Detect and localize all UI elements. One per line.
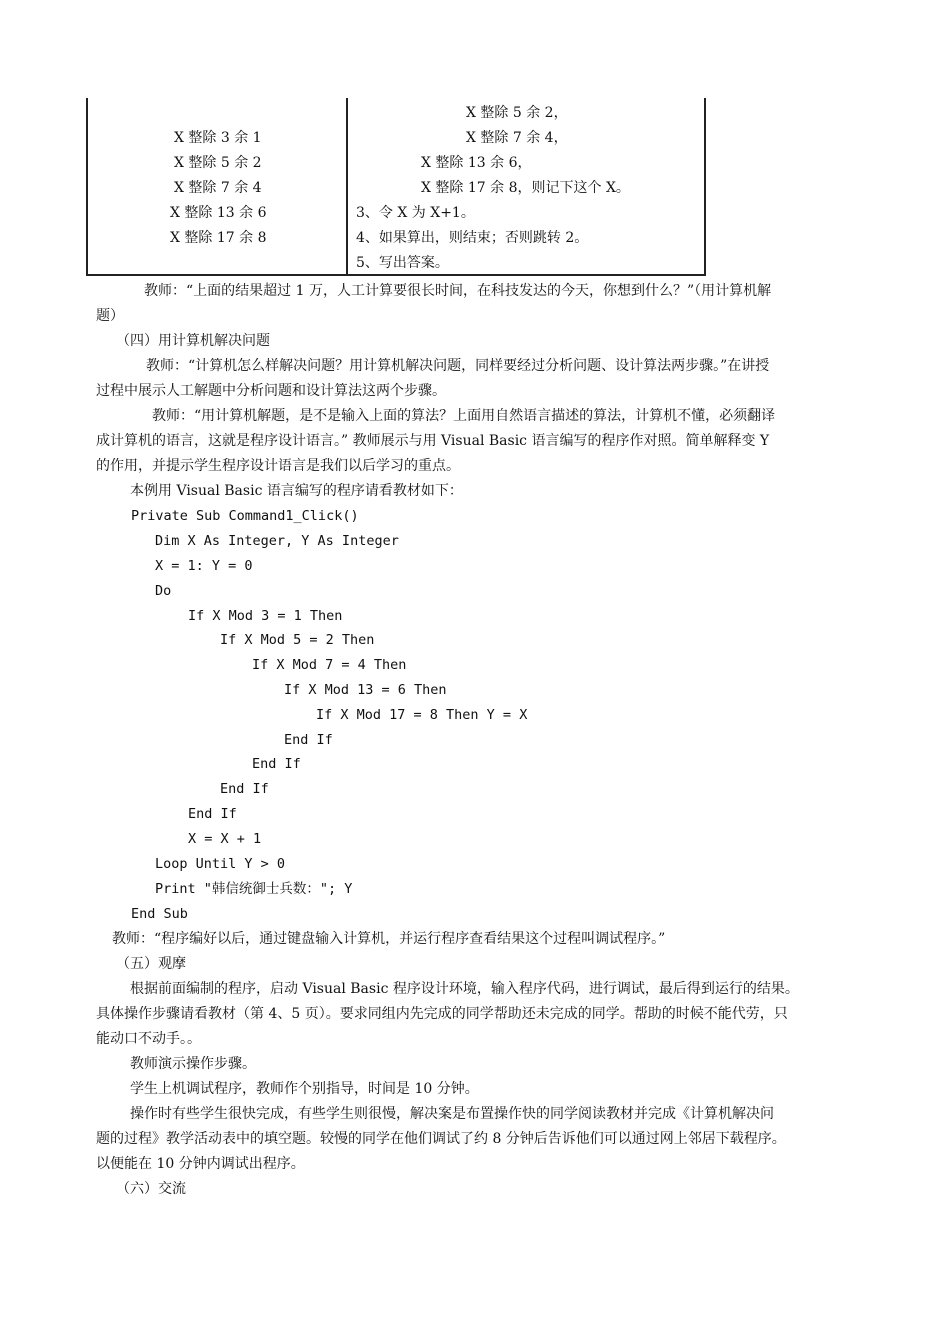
table-left-line: X 整除 3 余 1 <box>174 130 262 146</box>
teacher-paragraph-3 <box>96 404 856 479</box>
paragraph-line: 过程中展示人工解题中分析问题和设计算法这两个步骤。 <box>96 383 446 399</box>
table-divider <box>346 98 348 276</box>
paragraph-line: 能动口不动手。。 <box>96 1031 201 1047</box>
code-line: X = X + 1 <box>188 831 262 847</box>
code-line: If X Mod 17 = 8 Then Y = X <box>316 707 528 723</box>
code-line: End If <box>220 781 269 797</box>
table-left-line: X 整除 13 余 6 <box>170 205 267 221</box>
table-right-line: X 整除 17 余 8，则记下这个 X。 <box>421 180 630 196</box>
teacher-paragraph-2 <box>96 354 856 404</box>
table-left-line: X 整除 17 余 8 <box>170 230 267 246</box>
paragraph-line: 教师：“计算机怎么样解决问题？用计算机解决问题，同样要经过分析问题、设计算法两步骤。”在讲授 <box>146 358 770 374</box>
teacher-debug-note: 教师：“程序编好以后，通过键盘输入计算机，并运行程序查看结果这个过程叫调试程序。” <box>112 931 666 947</box>
observe-paragraph <box>96 977 856 1052</box>
code-line: X = 1: Y = 0 <box>155 558 253 574</box>
code-line: If X Mod 3 = 1 Then <box>188 608 343 624</box>
paragraph-line: 以便能在 10 分钟内调试出程序。 <box>96 1156 305 1172</box>
code-line: Private Sub Command1_Click() <box>131 508 359 524</box>
section-heading-5: （五）观摩 <box>116 956 186 972</box>
code-line: End If <box>284 732 333 748</box>
paragraph-line: 的作用，并提示学生程序设计语言是我们以后学习的重点。 <box>96 458 460 474</box>
section-heading-6: （六）交流 <box>116 1181 186 1197</box>
paragraph-line: 操作时有些学生很快完成，有些学生则很慢，解决案是布置操作快的同学阅读教材并完成《计算机解决问 <box>130 1106 774 1122</box>
paragraph-line: 教师：“上面的结果超过 1 万，人工计算要很长时间，在科技发达的今天，你想到什么？”（用计算机解 <box>144 283 772 299</box>
operation-paragraph <box>96 1102 856 1177</box>
code-line: If X Mod 7 = 4 Then <box>252 657 407 673</box>
code-line: End If <box>188 806 237 822</box>
code-line: Do <box>155 583 172 599</box>
code-line: If X Mod 5 = 2 Then <box>220 632 375 648</box>
table-right-line: 4、如果算出，则结束；否则跳转 2。 <box>356 230 589 246</box>
teacher-paragraph-1 <box>96 279 856 329</box>
code-line: End Sub <box>131 906 188 922</box>
paragraph-line: 具体操作步骤请看教材（第 4、5 页）。要求同组内先完成的同学帮助还未完成的同学。帮助的时候不能代劳，只 <box>96 1006 788 1022</box>
paragraph-line: 根据前面编制的程序，启动 Visual Basic 程序设计环境，输入程序代码，进行调试，最后得到运行的结果。 <box>130 981 799 997</box>
table-right-line: 3、令 X 为 X+1。 <box>356 205 475 221</box>
table-right-line: 5、写出答案。 <box>356 255 449 271</box>
code-line: Loop Until Y > 0 <box>155 856 286 872</box>
paragraph-line: 题的过程》教学活动表中的填空题。较慢的同学在他们调试了约 8 分钟后告诉他们可以通过网上邻居下载程序。 <box>96 1131 786 1147</box>
code-line: If X Mod 13 = 6 Then <box>284 682 447 698</box>
program-intro: 本例用 Visual Basic 语言编写的程序请看教材如下： <box>130 483 463 499</box>
table-left-line: X 整除 7 余 4 <box>174 180 262 196</box>
paragraph-line: 题） <box>96 308 124 324</box>
table-left-line: X 整除 5 余 2 <box>174 155 262 171</box>
table-right-line: X 整除 7 余 4， <box>466 130 568 146</box>
code-line: Print "韩信统御士兵数："; Y <box>155 881 353 897</box>
paragraph-line: 教师：“用计算机解题，是不是输入上面的算法？上面用自然语言描述的算法，计算机不懂，必须翻译 <box>152 408 776 424</box>
paragraph-line: 成计算机的语言，这就是程序设计语言。” 教师展示与用 Visual Basic 语言编写的程序作对照。简单解释变 Y <box>96 433 770 449</box>
code-line: End If <box>252 756 301 772</box>
student-practice-line: 学生上机调试程序，教师作个别指导，时间是 10 分钟。 <box>130 1081 479 1097</box>
section-heading-4: （四）用计算机解决问题 <box>116 333 270 349</box>
table-right-line: X 整除 13 余 6， <box>421 155 532 171</box>
table-right-line: X 整除 5 余 2， <box>466 105 568 121</box>
teacher-demo-line: 教师演示操作步骤。 <box>130 1056 256 1072</box>
code-line: Dim X As Integer, Y As Integer <box>155 533 399 549</box>
